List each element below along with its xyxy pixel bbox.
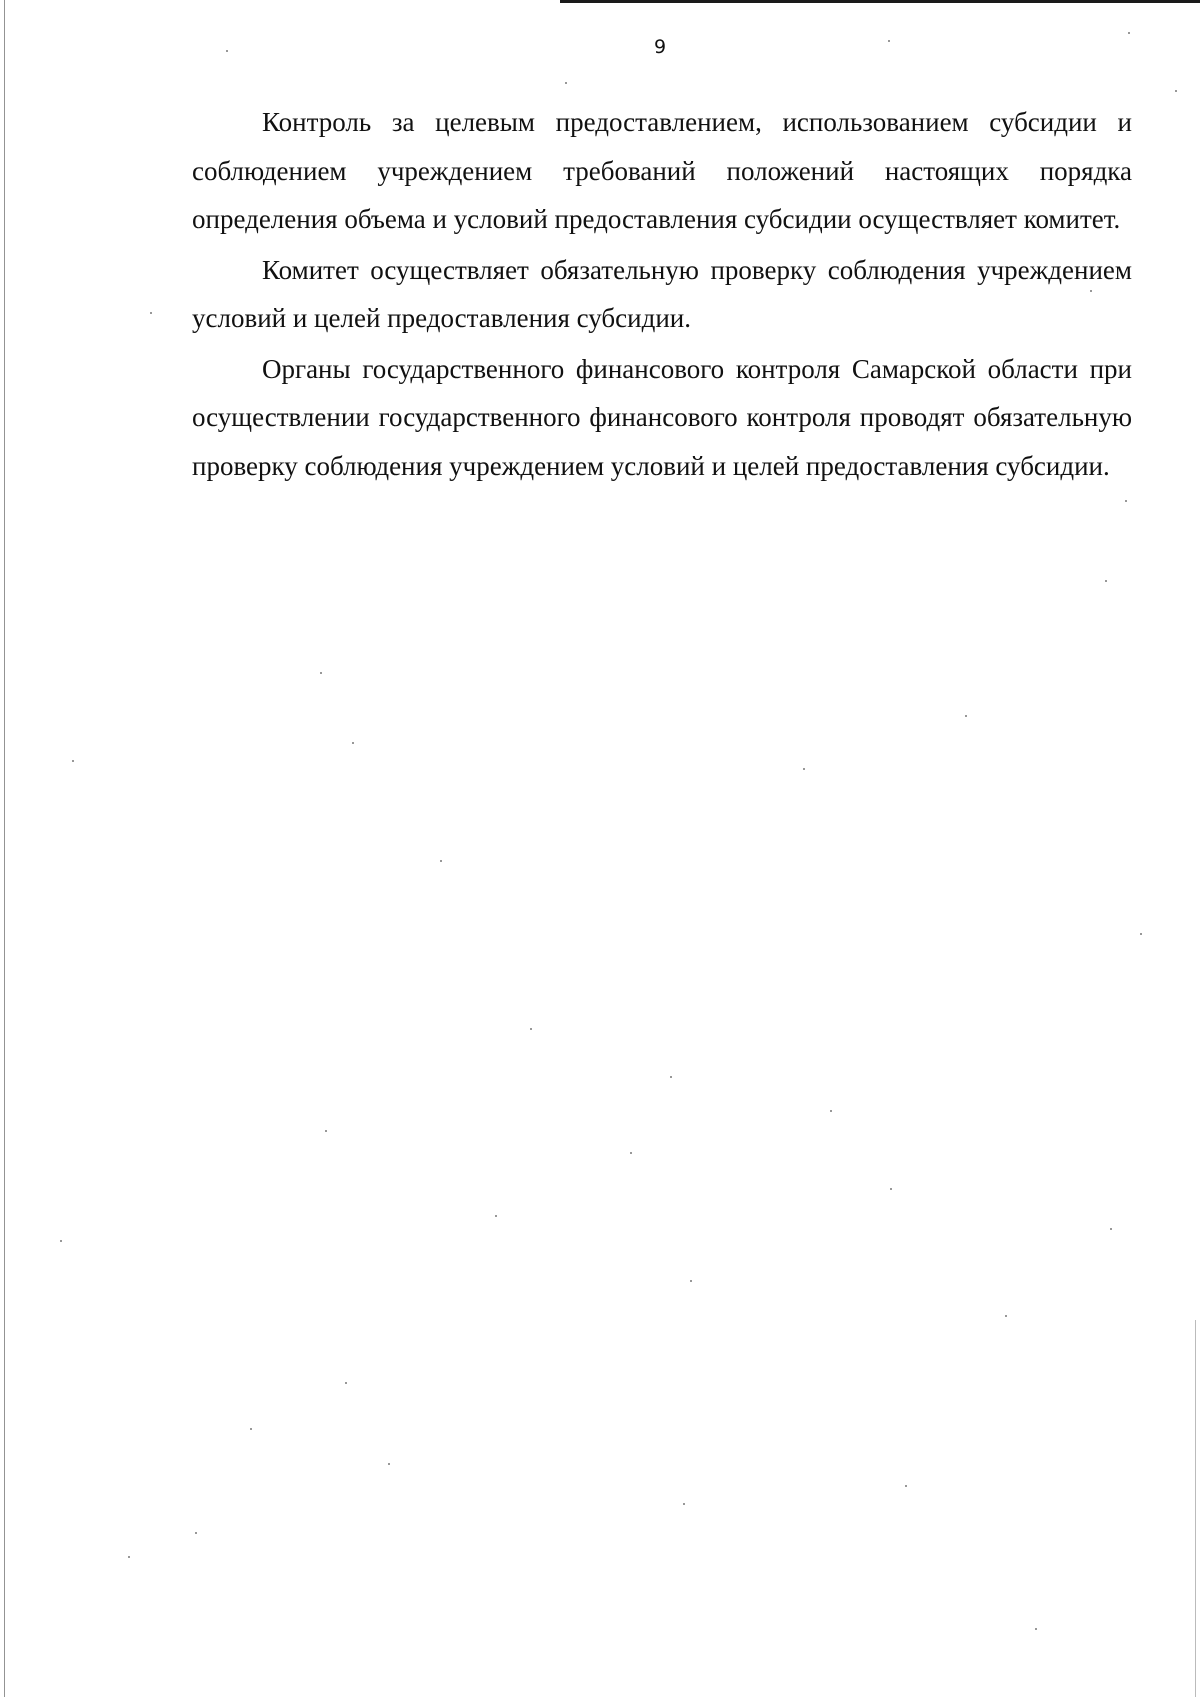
scan-right-border bbox=[1195, 1320, 1196, 1697]
scan-left-border bbox=[4, 0, 5, 1697]
page-number: 9 bbox=[653, 36, 667, 58]
scan-edge-artifact bbox=[560, 0, 1200, 3]
paragraph-state-financial-control: Органы государственного финансового контроля Самарской области при осуществлении государственного финансового контроля проводят обязательную проверку соблюдения учреждением условий и целей предоставления субсидии. bbox=[192, 353, 1132, 481]
paragraph-committee-check: Комитет осуществляет обязательную проверку соблюдения учреждением условий и целей предоставления субсидии. bbox=[192, 254, 1132, 333]
paragraph-subsidy-control: Контроль за целевым предоставлением, использованием субсидии и соблюдением учреждением требований положений настоящих порядка определения объема и условий предоставления субсидии осуществляет комитет. bbox=[192, 107, 1132, 234]
document-body bbox=[192, 98, 1132, 490]
